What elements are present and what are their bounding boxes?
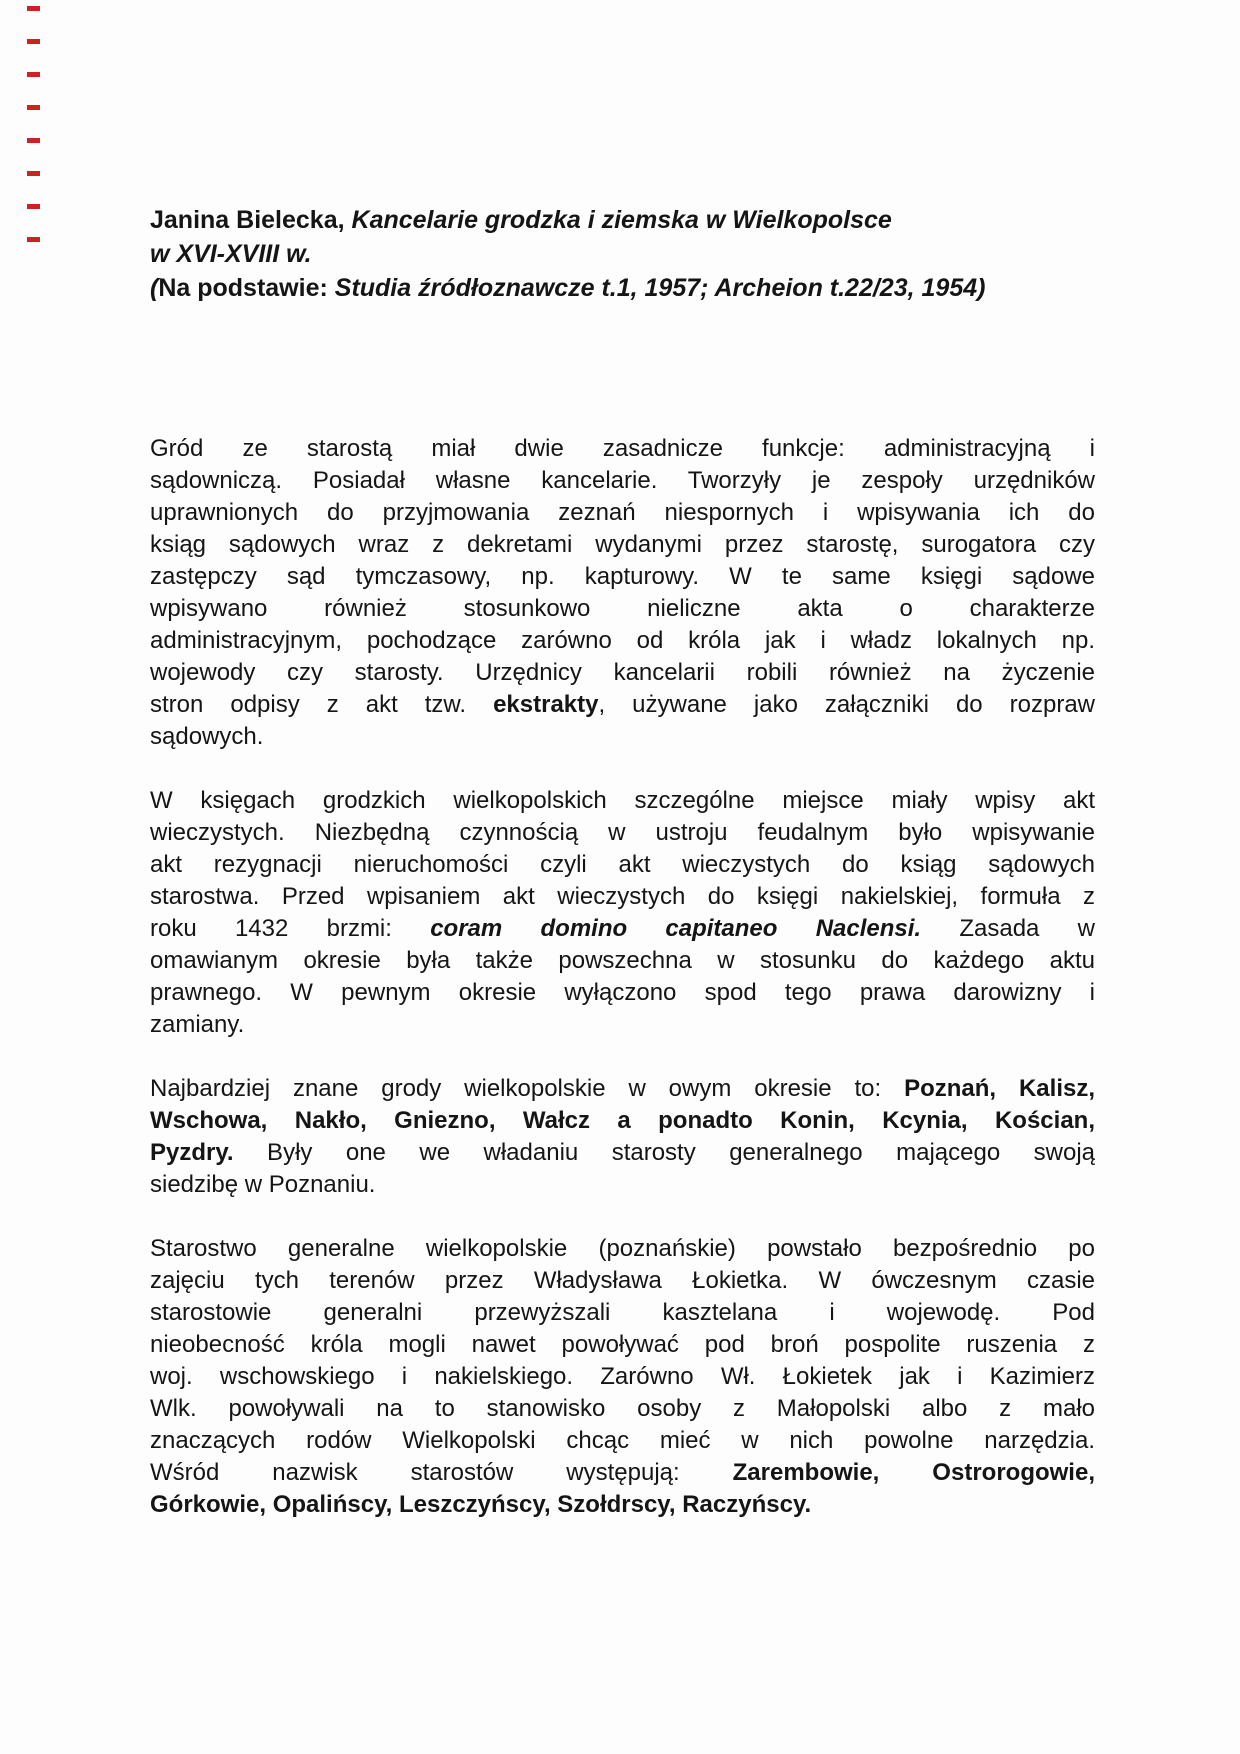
text-run: Najbardziej znane grody wielkopolskie w owym okresie to: [150,1075,905,1102]
text-run: , używane jako załączniki do rozpraw [598,691,1095,718]
text-run: Były one we władaniu starosty generalnego mającego swoją [233,1139,1095,1166]
text-run: sądowych. [150,723,264,750]
text-run: Górkowie, Opalińscy, Leszczyńscy, Szołdrscy, Raczyńscy. [150,1491,812,1518]
text-run: ksiąg sądowych wraz z dekretami wydanymi przez starostę, surogatora czy [150,531,1095,558]
text-run: ekstrakty [493,691,599,718]
text-line [150,593,1095,625]
text-line [150,913,1095,945]
text-line [150,1137,1095,1169]
text-run: coram domino capitaneo Naclensi. [430,915,922,942]
text-run: Janina Bielecka, [150,206,352,234]
text-run: administracyjnym, pochodzące zarówno od króla jak i władz lokalnych np. [150,627,1095,654]
text-run: : [319,274,335,302]
text-line [150,1073,1095,1105]
text-run: Wschowa, Nakło, Gniezno, Wałcz a ponadto Konin, Kcynia, Kościan, [150,1107,1095,1134]
text-line [150,1393,1095,1425]
red-dash-mark [27,6,40,11]
text-run: akt rezygnacji nieruchomości czyli akt wieczystych do ksiąg sądowych [150,851,1095,878]
text-line [150,1105,1095,1137]
text-run: W księgach grodzkich wielkopolskich szczególne miejsce miały wpisy akt [150,787,1095,814]
text-run: Wśród nazwisk starostów występują: [150,1459,733,1486]
text-run: w XVI-XVIII w. [150,240,312,268]
paragraph [150,433,1095,753]
text-run: woj. wschowskiego i nakielskiego. Zarówno Wł. Łokietek jak i Kazimierz [150,1363,1095,1390]
text-run: zastępczy sąd tymczasowy, np. kapturowy. W te same księgi sądowe [150,563,1095,590]
text-run: Poznań, Kalisz, [904,1075,1096,1102]
red-dash-mark [27,204,40,209]
text-line [150,465,1095,497]
text-run: roku 1432 brzmi: [150,915,431,942]
text-line [150,433,1095,465]
text-run: stron odpisy z akt tzw. [150,691,494,718]
text-run: Pyzdry. [150,1139,234,1166]
text-run: znaczących rodów Wielkopolski chcąc mieć w nich powolne narzędzia. [150,1427,1095,1454]
text-line [150,497,1095,529]
text-line [150,849,1095,881]
text-run: Zarembowie, Ostrorogowie, [732,1459,1095,1486]
text-line [150,625,1095,657]
text-line [150,977,1095,1009]
red-dash-mark [27,171,40,176]
text-run: Kancelarie grodzka i ziemska w Wielkopolsce [351,206,892,234]
text-run: sądowniczą. Posiadał własne kancelarie. Tworzyły je zespoły urzędników [150,467,1095,494]
red-dash-mark [27,237,40,242]
text-run: wojewody czy starosty. Urzędnicy kancelarii robili również na życzenie [150,659,1095,686]
text-line [150,1233,1095,1265]
text-line [150,1329,1095,1361]
text-line [150,1265,1095,1297]
document-body [150,433,1095,1521]
text-line [150,561,1095,593]
text-line [150,1169,1095,1201]
text-line [150,203,1095,237]
text-line [150,1297,1095,1329]
text-line [150,1425,1095,1457]
text-run: omawianym okresie była także powszechna w stosunku do każdego aktu [150,947,1095,974]
text-run: Gród ze starostą miał dwie zasadnicze funkcje: administracyjną i [150,435,1095,462]
text-line [150,237,1095,271]
text-run: Zasada w [921,915,1095,942]
text-run: Studia źródłoznawcze t.1, 1957; Archeion t.22/23, 1954) [334,274,986,302]
text-run: Wlk. powoływali na to stanowisko osoby z Małopolski albo z mało [150,1395,1095,1422]
text-run: Starostwo generalne wielkopolskie (poznańskie) powstało bezpośrednio po [150,1235,1095,1262]
paragraph [150,785,1095,1041]
document-header [150,203,1095,305]
text-line [150,657,1095,689]
text-line [150,1009,1095,1041]
text-line [150,817,1095,849]
paragraph [150,1233,1095,1521]
text-line [150,1361,1095,1393]
text-line [150,1489,1095,1521]
red-dash-mark [27,138,40,143]
text-line [150,529,1095,561]
text-run: Na podstawie [158,274,320,302]
text-run: zamiany. [150,1011,245,1038]
red-dash-mark [27,72,40,77]
text-line [150,785,1095,817]
text-run: ( [150,274,159,302]
text-line [150,689,1095,721]
red-dash-mark [27,105,40,110]
text-run: siedzibę w Poznaniu. [150,1171,376,1198]
text-run: zajęciu tych terenów przez Władysława Łokietka. W ówczesnym czasie [150,1267,1095,1294]
text-run: starostowie generalni przewyższali kasztelana i wojewodę. Pod [150,1299,1095,1326]
text-line [150,945,1095,977]
text-run: nieobecność króla mogli nawet powoływać pod broń pospolite ruszenia z [150,1331,1095,1358]
text-run: uprawnionych do przyjmowania zeznań niespornych i wpisywania ich do [150,499,1095,526]
paragraph [150,1073,1095,1201]
red-dash-mark [27,39,40,44]
text-line [150,271,1095,305]
text-line [150,721,1095,753]
text-run: wieczystych. Niezbędną czynnością w ustroju feudalnym było wpisywanie [150,819,1095,846]
text-run: prawnego. W pewnym okresie wyłączono spod tego prawa darowizny i [150,979,1095,1006]
text-run: wpisywano również stosunkowo nieliczne akta o charakterze [150,595,1095,622]
text-line [150,881,1095,913]
text-run: starostwa. Przed wpisaniem akt wieczystych do księgi nakielskiej, formuła z [150,883,1095,910]
text-line [150,1457,1095,1489]
